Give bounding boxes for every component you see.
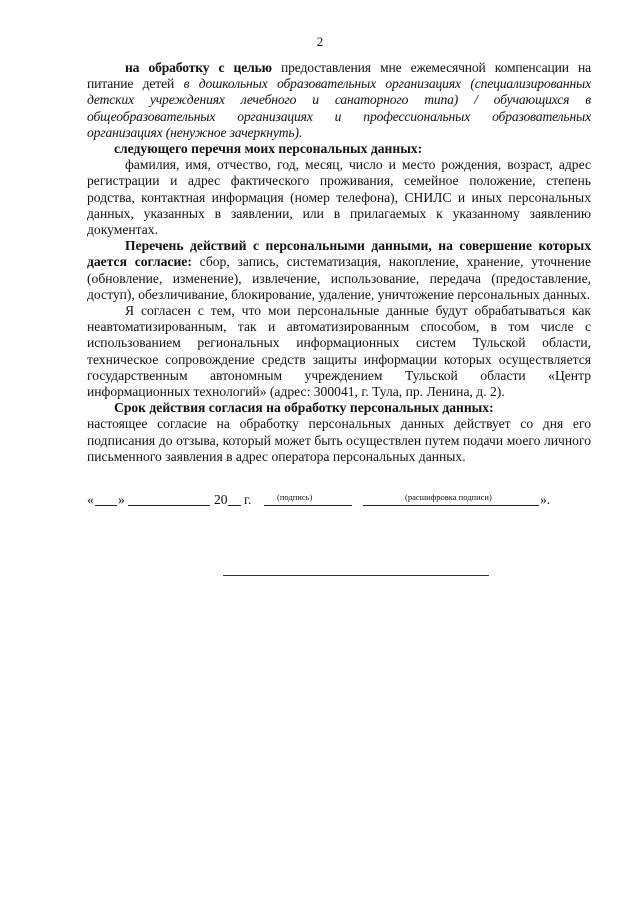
purpose-italic: в дошкольных образовательных организациях (специализированных детских учреждениях лечебного и санаторного типа) / обучающихся в общеобразовательных организациях и профессиональных образовательных организациях (ненужное зачеркнуть). [87,76,591,140]
document-body [87,60,591,465]
actions-bold: Перечень действий с персональными данными, на совершение которых дается согласие: [87,238,591,270]
date-close-quote: » [118,492,125,507]
end-mark: ». [540,492,551,507]
purpose-paragraph [87,60,591,141]
decoding-caption: (расшифровка подписи) [405,492,492,502]
consent-processing-paragraph: Я согласен с тем, что мои персональные данные будут обрабатываться как неавтоматизированным, так и автоматизированным способом, в том числе с использованием региональных информационных систем Тульской области, техническое сопровождение средств защиты информации которых осуществляется государственным автономным учреждением Тульской области «Центр информационных технологий» (адрес: 300041, г. Тула, пр. Ленина, д. 2). [87,303,591,400]
date-open-quote: « [87,492,94,507]
actions-text: сбор, запись, систематизация, накопление, хранение, уточнение (обновление, изменение), извлечение, использование, передача (предоставление, доступ), обезличивание, блокирование, удаление, уничтожение персональных данных. [87,254,591,302]
data-list-text: фамилия, имя, отчество, год, месяц, число и место рождения, возраст, адрес регистрации и адрес фактического проживания, семейное положение, степень родства, контактная информация (номер телефона), СНИЛС и иных персональных данных, указанных в заявлении, или в прилагаемых к указанному заявлению документах. [87,157,591,238]
data-list-heading: следующего перечня моих персональных данных: [114,141,423,157]
year-prefix: 20 [214,492,228,507]
signature-row [87,492,591,522]
purpose-text: предоставления мне ежемесячной компенсации на питание детей [87,60,591,92]
actions-paragraph [87,238,591,303]
bottom-divider [223,575,489,576]
purpose-bold: на обработку с целью [125,60,272,75]
year-suffix: г. [244,492,252,507]
page-number: 2 [316,34,324,49]
validity-text: настоящее согласие на обработку персональных данных действует со дня его подписания до отзыва, который может быть осуществлен путем подачи моего личного письменного заявления в адрес оператора персональных данных. [87,416,591,464]
signature-caption: (подпись) [277,492,313,502]
validity-heading: Срок действия согласия на обработку персональных данных: [114,400,494,416]
